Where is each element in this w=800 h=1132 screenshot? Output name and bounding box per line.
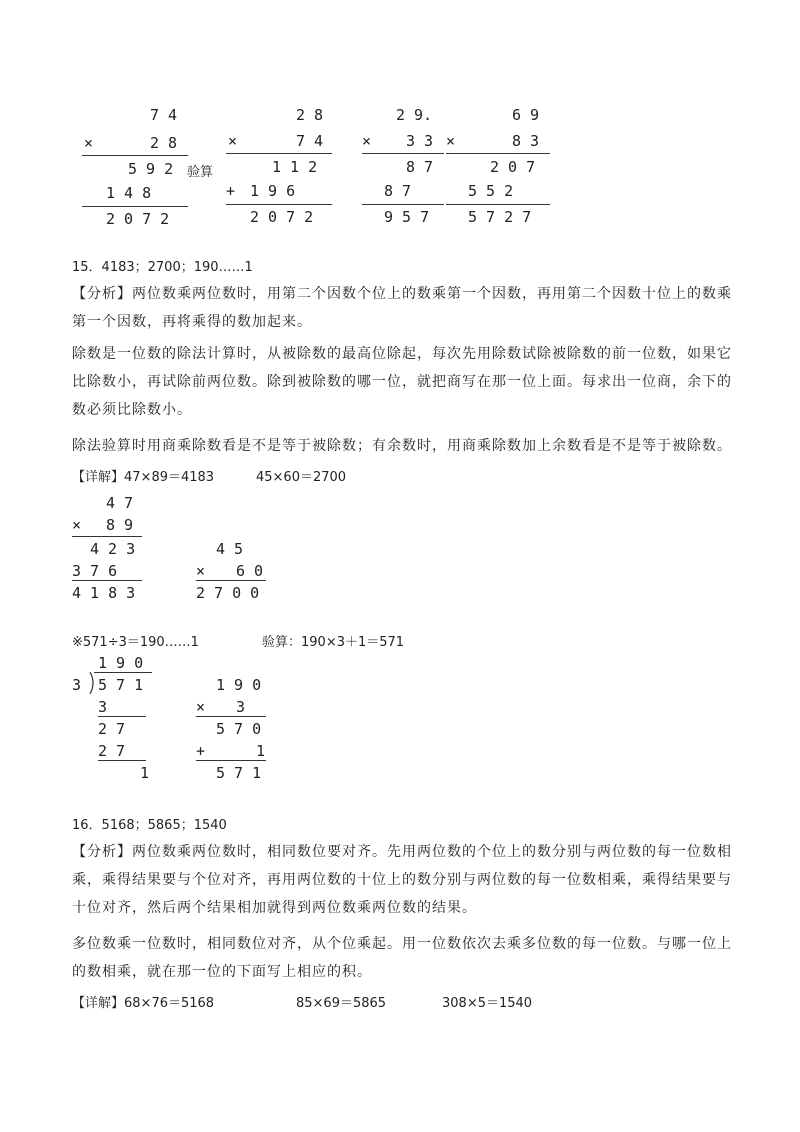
calc1-line-2: [82, 206, 188, 207]
calc2-partial-1: 1 1 2: [272, 158, 318, 176]
q15-div-dividend: 5 7 1: [98, 676, 144, 694]
q16-eq-1: 68×76＝5168: [124, 996, 215, 1011]
q15-analysis-1: [72, 280, 732, 336]
q15-m1-partial-2: 3 7 6: [72, 562, 118, 580]
q15-division-equation: ※571÷3＝190……1: [72, 635, 199, 650]
q15-m1-multiplier: 8 9: [106, 516, 134, 534]
q16-eq-3: 308×5＝1540: [442, 996, 533, 1011]
q15-check-equation: 验算：190×3＋1＝571: [262, 635, 405, 650]
calc1-multiplicand: 7 4: [150, 106, 178, 124]
q15-chk-line-2: [196, 760, 266, 761]
q15-m2-result: 2 7 0 0: [196, 584, 260, 602]
q15-heading: 15．4183；2700；190……1: [72, 260, 253, 275]
calc3-partial-2: 8 7: [384, 182, 412, 200]
calc2-times-sign: ×: [228, 132, 238, 150]
q15-m1-line-1: [72, 536, 142, 537]
calc3-result: 9 5 7: [384, 208, 430, 226]
q15-div-remainder: 1: [140, 764, 150, 782]
q15-m2-times-sign: ×: [196, 562, 206, 580]
q15-m1-multiplicand: 4 7: [106, 494, 134, 512]
q15-div-bracket: [88, 672, 98, 694]
calc3-multiplicand: 2 9.: [396, 106, 433, 124]
calc3-times-sign: ×: [362, 132, 372, 150]
q15-analysis-3: 除法验算时用商乘除数看是不是等于被除数；有余数时，用商乘除数加上余数看是不是等于被除数。: [72, 438, 732, 454]
calc1-partial-1: 5 9 2: [128, 160, 174, 178]
calc3-partial-1: 8 7: [406, 158, 434, 176]
q15-div-line-1: [98, 716, 146, 717]
q16-detail: [72, 992, 214, 1011]
q15-analysis-label: 【分析】: [72, 286, 132, 302]
q15-div-divisor: 3: [72, 676, 82, 694]
q15-chk-product: 5 7 0: [216, 720, 262, 738]
q15-chk-plus-sign: +: [196, 742, 206, 760]
calc4-multiplicand: 6 9: [512, 106, 540, 124]
q15-div-top-line: [94, 672, 152, 673]
calc4-result: 5 7 2 7: [468, 208, 532, 226]
q15-eq-1: 47×89＝4183: [124, 470, 215, 485]
q15-m1-times-sign: ×: [72, 516, 82, 534]
calc1-check-note: 验算: [187, 165, 214, 180]
q15-m1-line-2: [72, 580, 142, 581]
q16-analysis-1: [72, 838, 732, 922]
calc2-partial-2: 1 9 6: [250, 182, 296, 200]
calc3-multiplier: 3 3: [406, 132, 434, 150]
q15-chk-multiplicand: 1 9 0: [216, 676, 262, 694]
q15-detail-label: 【详解】: [72, 470, 125, 485]
calc2-line-2: [226, 204, 332, 205]
calc4-partial-1: 2 0 7: [490, 158, 536, 176]
q15-chk-line-1: [196, 716, 266, 717]
q15-chk-result: 5 7 1: [216, 764, 262, 782]
calc2-line-1: [226, 153, 332, 154]
q16-analysis-text-1: 两位数乘两位数时，相同数位要对齐。先用两位数的个位上的数分别与两位数的每一位数相乘，乘得结果要与个位对齐，再用两位数的十位上的数分别与两位数的每一位数相乘，乘得结果要与十位对齐，然后两个结果相加就得到两位数乘两位数的结果。: [72, 844, 732, 916]
calc3-line-1: [362, 153, 444, 154]
calc2-result: 2 0 7 2: [250, 208, 314, 226]
calc4-line-1: [446, 153, 550, 154]
q15-analysis-2: 除数是一位数的除法计算时，从被除数的最高位除起，每次先用除数试除被除数的前一位数，如果它比除数小，再试除前两位数。除到被除数的哪一位，就把商写在那一位上面。每求出一位商，余下的数必须比除数小。: [72, 346, 732, 418]
calc3-line-2: [362, 204, 444, 205]
q15-chk-addend: 1: [256, 742, 266, 760]
calc4-times-sign: ×: [446, 132, 456, 150]
q15-m1-result: 4 1 8 3: [72, 584, 136, 602]
q15-chk-multiplier: 3: [236, 698, 246, 716]
calc1-partial-2: 1 4 8: [106, 184, 152, 202]
calc1-times-sign: ×: [84, 134, 94, 152]
calc2-plus-sign: +: [226, 182, 236, 200]
calc1-line-1: [82, 155, 188, 156]
q16-analysis-2: 多位数乘一位数时，相同数位对齐，从个位乘起。用一位数依次去乘多位数的每一位数。与哪一位上的数相乘，就在那一位的下面写上相应的积。: [72, 936, 732, 980]
q15-m2-line: [196, 580, 266, 581]
q16-detail-label: 【详解】: [72, 996, 125, 1011]
calc2-multiplicand: 2 8: [296, 106, 324, 124]
q15-div-line-2: [98, 760, 146, 761]
q16-analysis-label: 【分析】: [72, 844, 132, 860]
q15-chk-times-sign: ×: [196, 698, 206, 716]
q15-div-quotient: 1 9 0: [98, 654, 144, 672]
calc1-multiplier: 2 8: [150, 134, 178, 152]
q15-m2-multiplier: 6 0: [236, 562, 264, 580]
q16-eq-2: 85×69＝5865: [296, 996, 387, 1011]
q15-eq-2: 45×60＝2700: [256, 470, 347, 485]
q15-div-step-2: 2 7: [98, 720, 126, 738]
q16-heading: 16．5168；5865；1540: [72, 818, 227, 833]
q15-div-step-1: 3: [98, 698, 108, 716]
q15-div-step-3: 2 7: [98, 742, 126, 760]
q15-analysis-text-1: 两位数乘两位数时，用第二个因数个位上的数乘第一个因数，再用第二个因数十位上的数乘第一个因数，再将乘得的数加起来。: [72, 286, 732, 330]
q15-detail: [72, 466, 214, 485]
calc4-line-2: [446, 204, 550, 205]
calc4-multiplier: 8 3: [512, 132, 540, 150]
calc2-multiplier: 7 4: [296, 132, 324, 150]
calc1-result: 2 0 7 2: [106, 210, 170, 228]
calc4-partial-2: 5 5 2: [468, 182, 514, 200]
q15-m2-multiplicand: 4 5: [216, 540, 244, 558]
q15-m1-partial-1: 4 2 3: [90, 540, 136, 558]
